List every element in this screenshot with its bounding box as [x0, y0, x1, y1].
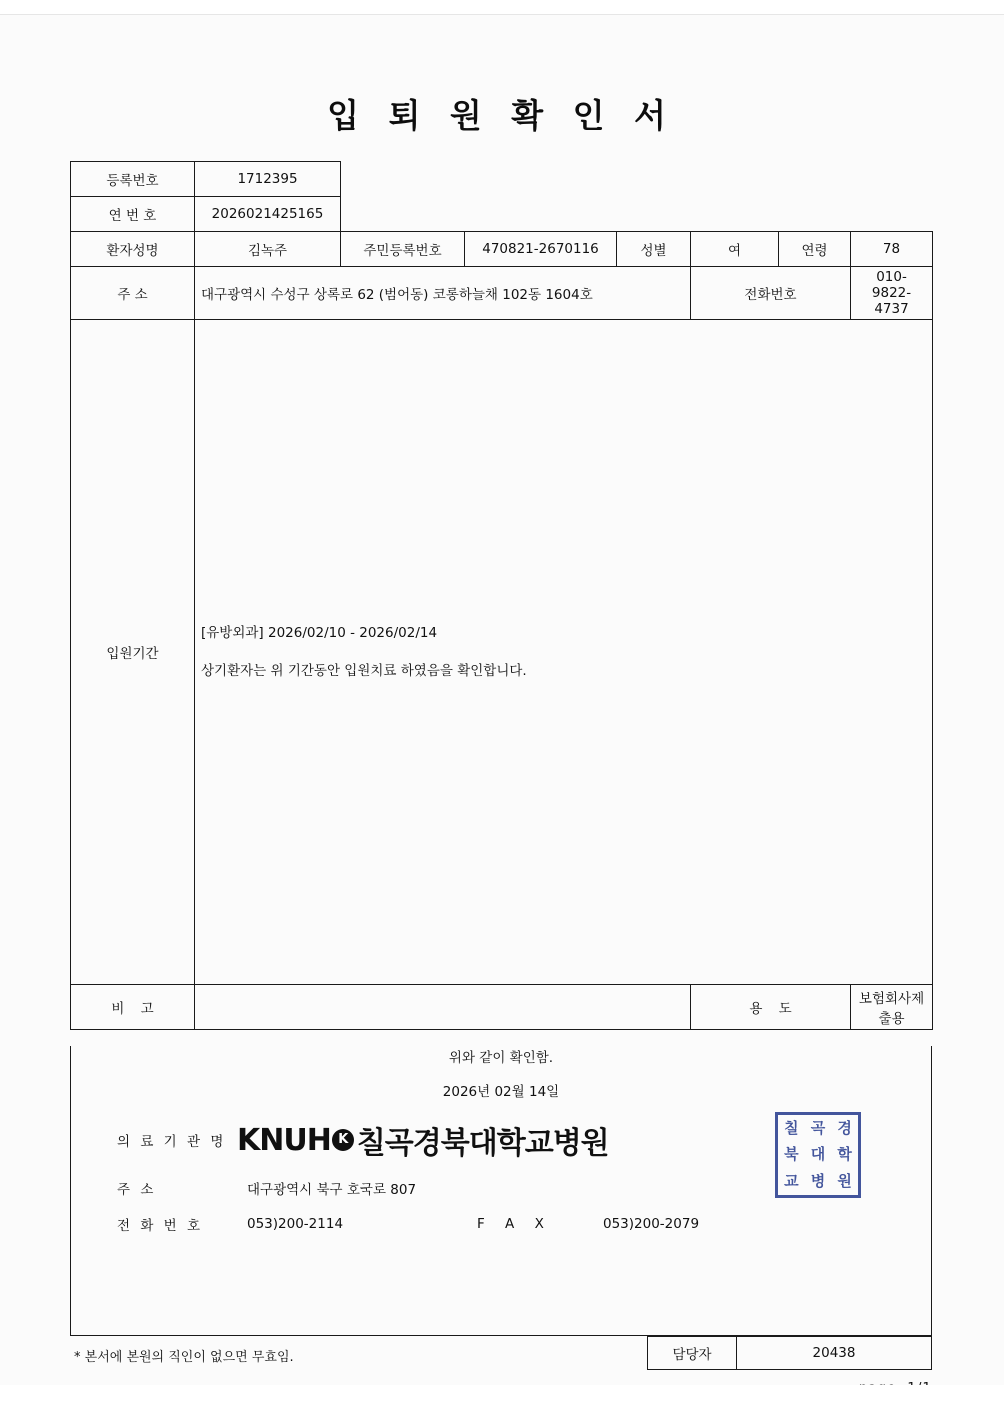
table-row-staff: [648, 1337, 932, 1370]
stamp-char-8: 원: [837, 1172, 852, 1191]
stamp-char-6: 교: [784, 1172, 799, 1191]
stamp-char-5: 학: [837, 1145, 852, 1164]
hospital-logo: [237, 1118, 609, 1162]
organization-contact-row: [71, 1214, 931, 1234]
organization-address-label: 주 소: [117, 1182, 157, 1198]
address-value: 대구광역시 수성구 상록로 62 (범어동) 코롱하늘채 102동 1604호: [195, 267, 691, 320]
scan-edge-bottom: [0, 1385, 1004, 1421]
organization-fax-value: 053)200-2079: [603, 1216, 700, 1232]
scan-edge-top: [0, 0, 1004, 15]
organization-tel-label: 전 화 번 호: [117, 1218, 204, 1234]
hospital-name: 칠곡경북대학교병원: [356, 1126, 609, 1161]
organization-tel-value: 053)200-2114: [247, 1216, 344, 1232]
organization-fax-label: F A X: [477, 1216, 552, 1232]
page-title: 입 퇴 원 확 인 서: [327, 96, 675, 135]
remark-label: 비 고: [71, 985, 195, 1030]
official-seal-stamp: [775, 1112, 861, 1198]
certificate-document: [70, 90, 932, 1396]
rrn-value: 470821-2670116: [465, 232, 617, 267]
period-line-2: 상기환자는 위 기간동안 입원치료 하였음을 확인합니다.: [201, 663, 527, 679]
patient-info-table: [70, 161, 933, 1030]
table-row-reg-no: [71, 162, 933, 197]
stamp-char-7: 병: [810, 1172, 826, 1191]
remark-value: [195, 985, 691, 1030]
table-row-period: [71, 320, 933, 985]
age-label: 연령: [779, 232, 851, 267]
phone-label: 전화번호: [691, 267, 851, 320]
organization-label: 의 료 기 관 명: [117, 1134, 227, 1150]
staff-value: 20438: [737, 1337, 932, 1370]
stamp-char-3: 북: [784, 1145, 799, 1164]
purpose-value: 보험회사제출용: [851, 985, 933, 1030]
patient-name-value: 김녹주: [195, 232, 341, 267]
patient-name-label: 환자성명: [71, 232, 195, 267]
address-label: 주 소: [71, 267, 195, 320]
table-row-serial-no: [71, 197, 933, 232]
gender-label: 성별: [617, 232, 691, 267]
stamp-char-1: 곡: [810, 1118, 826, 1137]
period-label: 입원기간: [71, 320, 195, 985]
phone-value: 010-9822-4737: [851, 267, 933, 320]
serial-no-value: 2026021425165: [195, 197, 341, 232]
logo-mark-icon: K: [332, 1129, 354, 1151]
stamp-char-2: 경: [837, 1118, 852, 1137]
table-row-address: [71, 267, 933, 320]
logo-text-knuh: KNUH: [237, 1122, 331, 1158]
stamp-char-4: 대: [810, 1145, 826, 1164]
document-footer-row: [70, 1336, 932, 1370]
confirmation-date: 2026년 02월 14일: [442, 1084, 560, 1100]
stamp-char-0: 칠: [784, 1118, 799, 1137]
confirmation-block: [70, 1046, 932, 1336]
purpose-label: 용 도: [691, 985, 851, 1030]
organization-address-value: 대구광역시 북구 호국로 807: [247, 1182, 417, 1198]
age-value: 78: [851, 232, 933, 267]
staff-table: [647, 1336, 932, 1370]
serial-no-label: 연 번 호: [71, 197, 195, 232]
table-row-remark: [71, 985, 933, 1030]
reg-no-value: 1712395: [195, 162, 341, 197]
rrn-label: 주민등록번호: [341, 232, 465, 267]
period-line-1: [유방외과] 2026/02/10 - 2026/02/14: [201, 624, 438, 641]
staff-label: 담당자: [648, 1337, 737, 1370]
invalid-without-seal-note: * 본서에 본원의 직인이 없으면 무효임.: [74, 1350, 294, 1365]
confirmation-text: 위와 같이 확인함.: [448, 1050, 554, 1066]
gender-value: 여: [691, 232, 779, 267]
reg-no-label: 등록번호: [71, 162, 195, 197]
period-body: [195, 320, 933, 985]
table-row-patient: [71, 232, 933, 267]
